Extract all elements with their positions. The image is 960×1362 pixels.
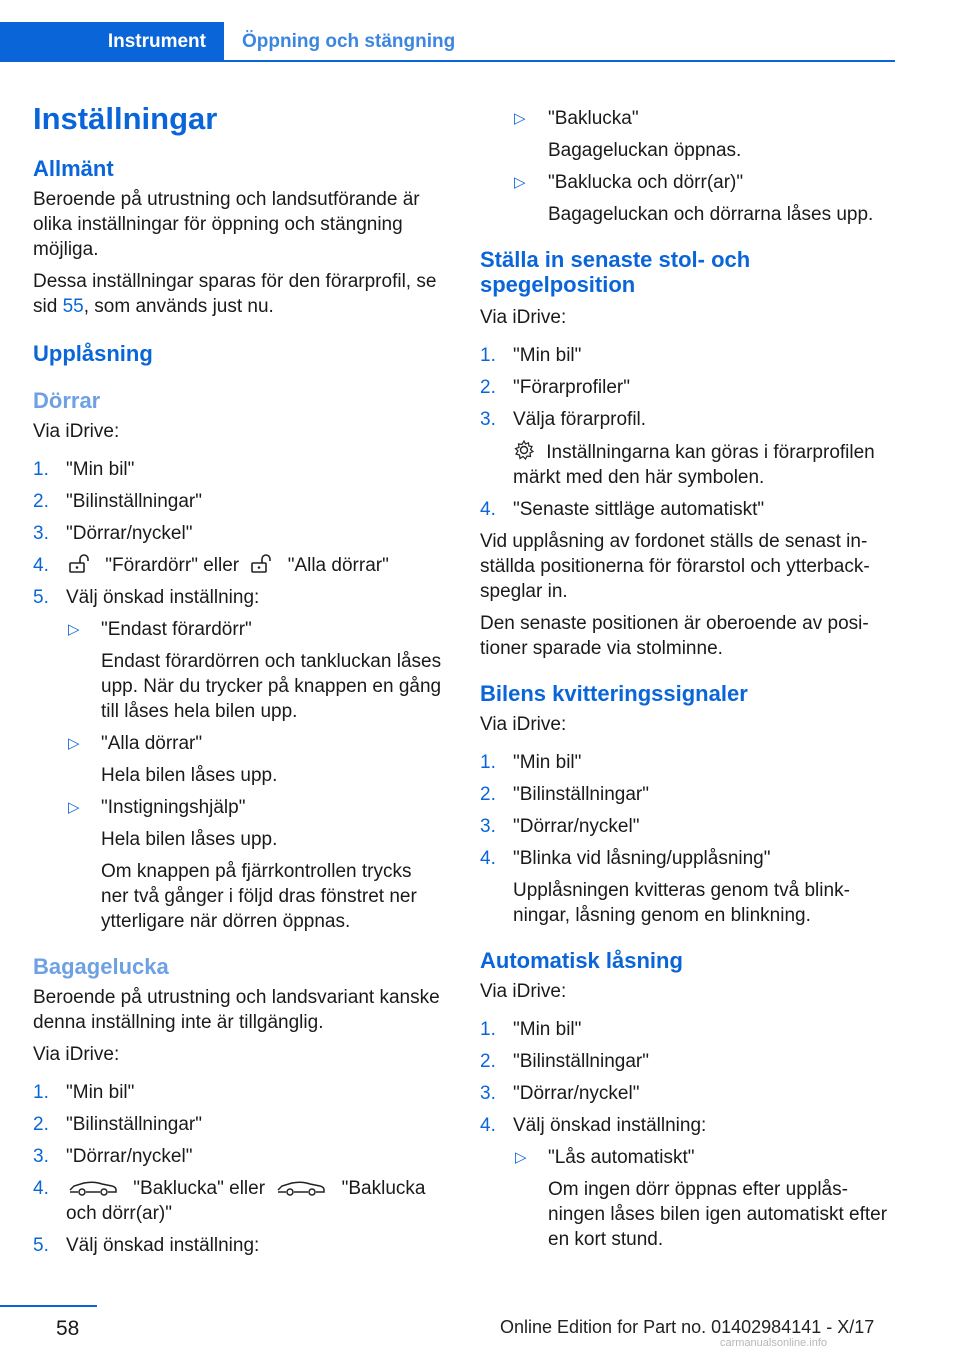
option-label: "Baklucka" [548,108,639,129]
left-column [33,100,443,1265]
step-note-text: Inställningarna kan göras i förarprofilen märkt med den här symbolen. [513,442,875,488]
step-text: "Bilinställningar" [513,1051,649,1072]
triangle-right-icon: ▷ [514,110,526,127]
unlock-icon [68,554,90,574]
step-text: "Dörrar/nyckel" [513,816,640,837]
step-number: 1. [480,1019,496,1040]
option-desc: Bagageluckan och dörrarna låses upp. [548,204,874,225]
heading-allmant: Allmänt [33,156,114,181]
list-item [33,1176,443,1226]
gear-icon [513,439,535,461]
step-text: "Bilinställningar" [66,491,202,512]
list-item [480,1081,894,1106]
text: , som används just nu. [83,296,274,317]
list-item [33,1144,443,1169]
option-label: "Alla dörrar" [101,733,203,754]
triangle-right-icon: ▷ [68,621,80,638]
steps-list [480,1017,894,1252]
steps-list [33,457,443,934]
step-text: "Min bil" [513,1019,582,1040]
option-desc: Bagageluckan öppnas. [548,140,742,161]
paragraph: Vid upplåsning av fordonet ställs de senast inställda positionerna för förarstol och ytterbackspeglar in. [480,531,870,602]
step-number: 2. [33,1114,49,1135]
step-number: 5. [33,1235,49,1256]
list-item [480,814,894,839]
list-item [33,489,443,514]
unlock-icon [250,554,272,574]
option-item [66,617,443,724]
options-list [66,617,443,934]
option-desc: Hela bilen låses upp. [101,829,278,850]
watermark: carmanualsonline.info [720,1337,828,1349]
step-text: Välja förarprofil. [513,409,647,430]
list-item [480,750,894,775]
step-text: "Bilinställningar" [66,1114,202,1135]
option-label: "Baklucka och dörr(ar)" [548,172,744,193]
step-number: 3. [480,409,496,430]
step-number: 1. [33,459,49,480]
step-text: "Bilinställningar" [513,784,649,805]
step-note [513,439,894,490]
triangle-right-icon: ▷ [68,799,80,816]
paragraph [33,269,443,319]
page-link[interactable]: 55 [62,296,84,317]
header-tabs [0,22,895,62]
option-desc: Om knappen på fjärrkontrollen trycks ner två gånger i följd dras fönstret ner ytterligare när dörren öppnas. [101,861,417,932]
step-text: "Senaste sittläge automatiskt" [513,499,765,520]
option-item [480,170,894,227]
list-item [480,846,894,928]
list-item [480,1049,894,1074]
list-item [33,553,443,578]
option-item [66,795,443,934]
page-number: 58 [56,1317,80,1340]
step-number: 4. [33,1178,49,1199]
step-text: "Dörrar/nyckel" [66,523,193,544]
steps-list [33,1080,443,1258]
step-number: 2. [33,491,49,512]
list-item [480,1017,894,1042]
right-column [480,106,894,1259]
car-trunk-icon [276,1177,326,1197]
step-number: 3. [33,1146,49,1167]
step-note: Upplåsningen kvitteras genom två blinkningar, låsning genom en blinkning. [513,880,850,926]
list-item [480,782,894,807]
step-text: "Baklucka och dörr(ar)" [66,1178,426,1224]
option-desc: Om ingen dörr öppnas efter upplåsningen låses bilen igen automatiskt efter en kort stund. [548,1179,888,1250]
page-title: Inställningar [33,101,218,136]
tab-opening-closing[interactable]: Öppning och stängning [242,31,456,52]
list-item [480,375,894,400]
step-number: 3. [480,816,496,837]
step-text: "Min bil" [66,459,135,480]
step-number: 4. [480,499,496,520]
option-desc: Endast förardörren och tankluckan låses upp. När du trycker på knappen en gång till låses hela bilen upp. [101,651,442,722]
step-number: 2. [480,784,496,805]
via-idrive: Via iDrive: [480,714,567,735]
list-item [33,585,443,934]
step-number: 3. [480,1083,496,1104]
heading-stol: Ställa in senaste stol- och spegelposition [480,247,751,297]
step-text: "Förarprofiler" [513,377,630,398]
heading-bagagelucka: Bagagelucka [33,954,169,979]
paragraph: Beroende på utrustning och landsvariant kanske denna inställning inte är tillgänglig. [33,987,440,1033]
list-item [33,521,443,546]
paragraph: Den senaste positionen är oberoende av positioner sparade via stolminne. [480,613,869,659]
step-number: 4. [480,848,496,869]
step-text: "Min bil" [513,752,582,773]
options-list [480,106,894,227]
list-item [33,1080,443,1105]
list-item [33,1112,443,1137]
triangle-right-icon: ▷ [515,1149,527,1166]
step-text: "Min bil" [513,345,582,366]
step-text: Välj önskad inställning: [66,1235,260,1256]
option-item [480,106,894,163]
step-number: 2. [480,377,496,398]
footer-rule [0,1305,97,1307]
option-item [513,1145,894,1252]
heading-dorrar: Dörrar [33,388,101,413]
step-text: Välj önskad inställning: [513,1115,707,1136]
step-text: Välj önskad inställning: [66,587,260,608]
option-desc: Hela bilen låses upp. [101,765,278,786]
list-item [33,1233,443,1258]
option-label: "Instigningshjälp" [101,797,246,818]
via-idrive: Via iDrive: [33,421,120,442]
step-number: 5. [33,587,49,608]
option-label: "Endast förardörr" [101,619,252,640]
steps-list [480,343,894,522]
step-text: "Dörrar/nyckel" [513,1083,640,1104]
car-trunk-icon [68,1177,118,1197]
via-idrive: Via iDrive: [33,1044,120,1065]
step-number: 3. [33,523,49,544]
options-list [513,1145,894,1252]
step-number: 1. [480,345,496,366]
steps-list [480,750,894,928]
paragraph: Beroende på utrustning och landsutförande är olika inställningar för öppning och stängning möjliga. [33,189,420,260]
triangle-right-icon: ▷ [68,735,80,752]
heading-autolas: Automatisk låsning [480,948,683,973]
text: Dessa inställningar sparas för den förarprofil, se sid [33,271,437,317]
list-item [480,343,894,368]
step-number: 2. [480,1051,496,1072]
step-number: 1. [480,752,496,773]
step-text: "Blinka vid låsning/upplåsning" [513,848,771,869]
list-item [480,407,894,490]
step-text: "Dörrar/nyckel" [66,1146,193,1167]
via-idrive: Via iDrive: [480,307,567,328]
edition-note: Online Edition for Part no. 01402984141 - X/17 [500,1317,875,1337]
step-text: "Baklucka" eller [128,1178,271,1199]
via-idrive: Via iDrive: [480,981,567,1002]
list-item [480,497,894,522]
step-number: 4. [33,555,49,576]
step-text: "Förardörr" eller [100,555,245,576]
tab-instrument[interactable]: Instrument [0,22,224,62]
step-number: 1. [33,1082,49,1103]
list-item [33,457,443,482]
option-item [66,731,443,788]
step-number: 4. [480,1115,496,1136]
heading-upplasning: Upplåsning [33,341,153,366]
step-text: "Alla dörrar" [282,555,389,576]
triangle-right-icon: ▷ [514,174,526,191]
heading-kvittering: Bilens kvitteringssignaler [480,681,748,706]
list-item [480,1113,894,1252]
step-text: "Min bil" [66,1082,135,1103]
option-label: "Lås automatiskt" [548,1147,695,1168]
